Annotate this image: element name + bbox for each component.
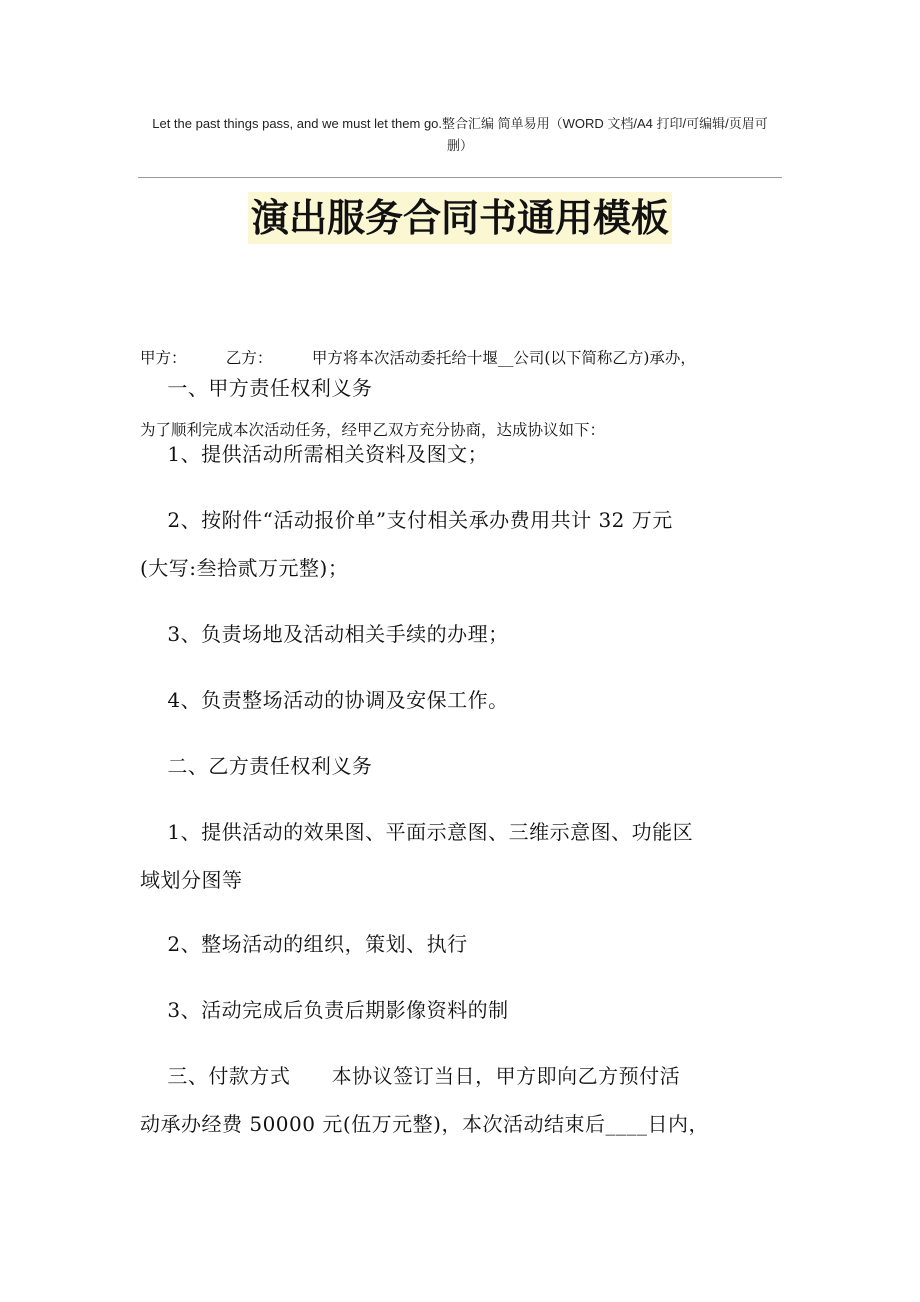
header-line-2: 删） — [446, 138, 473, 153]
intro-line-2: 为了顺利完成本次活动任务，经甲乙双方充分协商，达成协议如下： — [140, 421, 606, 439]
intro-line-1: 甲方： 乙方： 甲方将本次活动委托给十堰__公司(以下简称乙方)承办， — [140, 349, 696, 367]
header-divider — [138, 177, 782, 178]
party-b-item-1: 1、提供活动的效果图、平面示意图、三维示意图、功能区 — [140, 820, 694, 844]
document-title: 演出服务合同书通用模板 — [248, 192, 672, 244]
party-a-item-2-continued: (大写:叁拾贰万元整)； — [140, 556, 349, 580]
page-header — [138, 113, 782, 157]
section-heading-party-a: 一、甲方责任权利义务 — [140, 376, 373, 400]
party-b-item-1-continued: 域划分图等 — [140, 868, 243, 892]
payment-terms-continued: 动承办经费 50000 元(伍万元整)，本次活动结束后____日内， — [140, 1112, 709, 1136]
party-a-item-2: 2、按附件“活动报价单”支付相关承办费用共计 32 万元 — [140, 508, 673, 532]
header-line-1: Let the past things pass, and we must let them go.整合汇编 简单易用（WORD 文档/A4 打印/可编辑/页眉可 — [152, 116, 768, 131]
title-container — [0, 192, 920, 244]
party-a-item-1: 1、提供活动所需相关资料及图文； — [140, 442, 489, 466]
party-a-item-4: 4、负责整场活动的协调及安保工作。 — [140, 688, 509, 712]
party-a-item-3: 3、负责场地及活动相关手续的办理； — [140, 622, 509, 646]
party-b-item-3: 3、活动完成后负责后期影像资料的制 — [140, 998, 509, 1022]
party-b-item-2: 2、整场活动的组织，策划、执行 — [140, 932, 468, 956]
section-heading-payment: 三、付款方式 本协议签订当日，甲方即向乙方预付活 — [140, 1064, 681, 1088]
section-heading-party-b: 二、乙方责任权利义务 — [140, 754, 373, 778]
